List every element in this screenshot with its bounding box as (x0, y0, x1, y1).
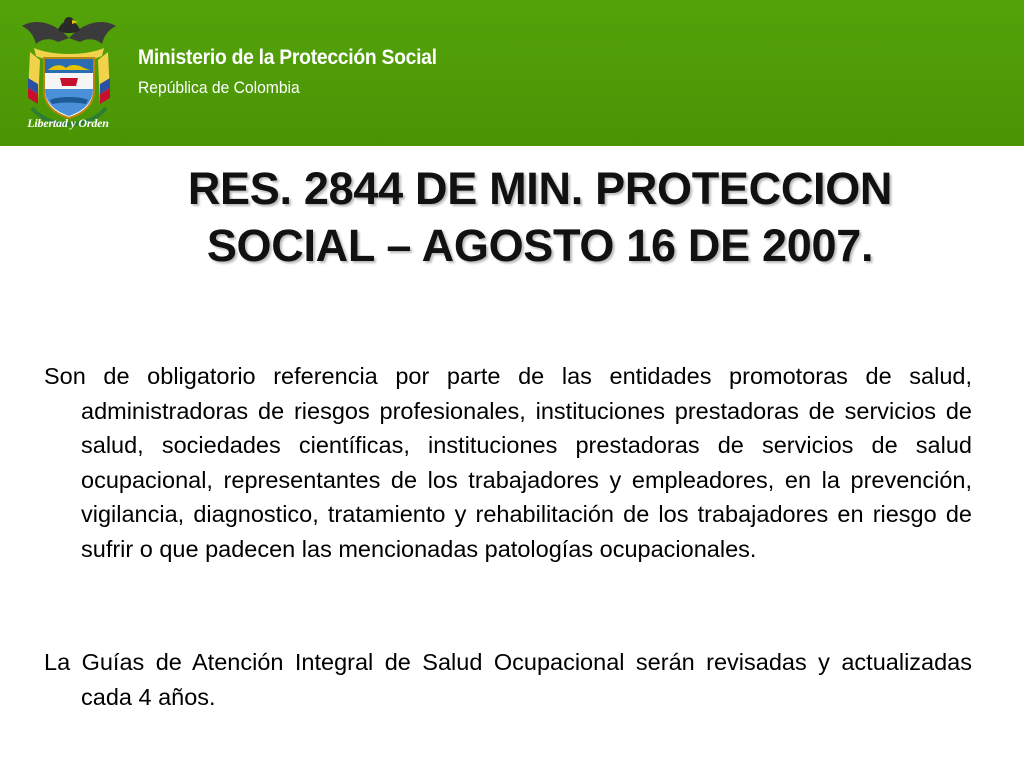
slide-title-line-2: SOCIAL – AGOSTO 16 DE 2007. (206, 220, 874, 271)
slide-title-line-1: RES. 2844 DE MIN. PROTECCION (187, 163, 893, 214)
body-paragraph-2: La Guías de Atención Integral de Salud Ocupacional serán revisadas y actualizadas cada 4 años. (44, 649, 972, 710)
ministry-name: Ministerio de la Protección Social (138, 46, 437, 69)
header-band (0, 0, 1024, 146)
slide-title (100, 160, 980, 274)
body-paragraph-1: Son de obligatorio referencia por parte de las entidades promotoras de salud, administradoras de riesgos profesionales, instituciones prestadoras de servicios de salud, sociedades científicas, instituciones prestadoras de servicios de salud ocupacional, representantes de los trabajadores y empleadores, en la prevención, vigilancia, diagnostico, tratamiento y rehabilitación de los trabajadores en riesgo de sufrir o que padecen las mencionadas patologías ocupacionales. (44, 363, 972, 562)
country-name: República de Colombia (138, 78, 300, 97)
motto-text: Libertad y Orden (27, 116, 109, 130)
